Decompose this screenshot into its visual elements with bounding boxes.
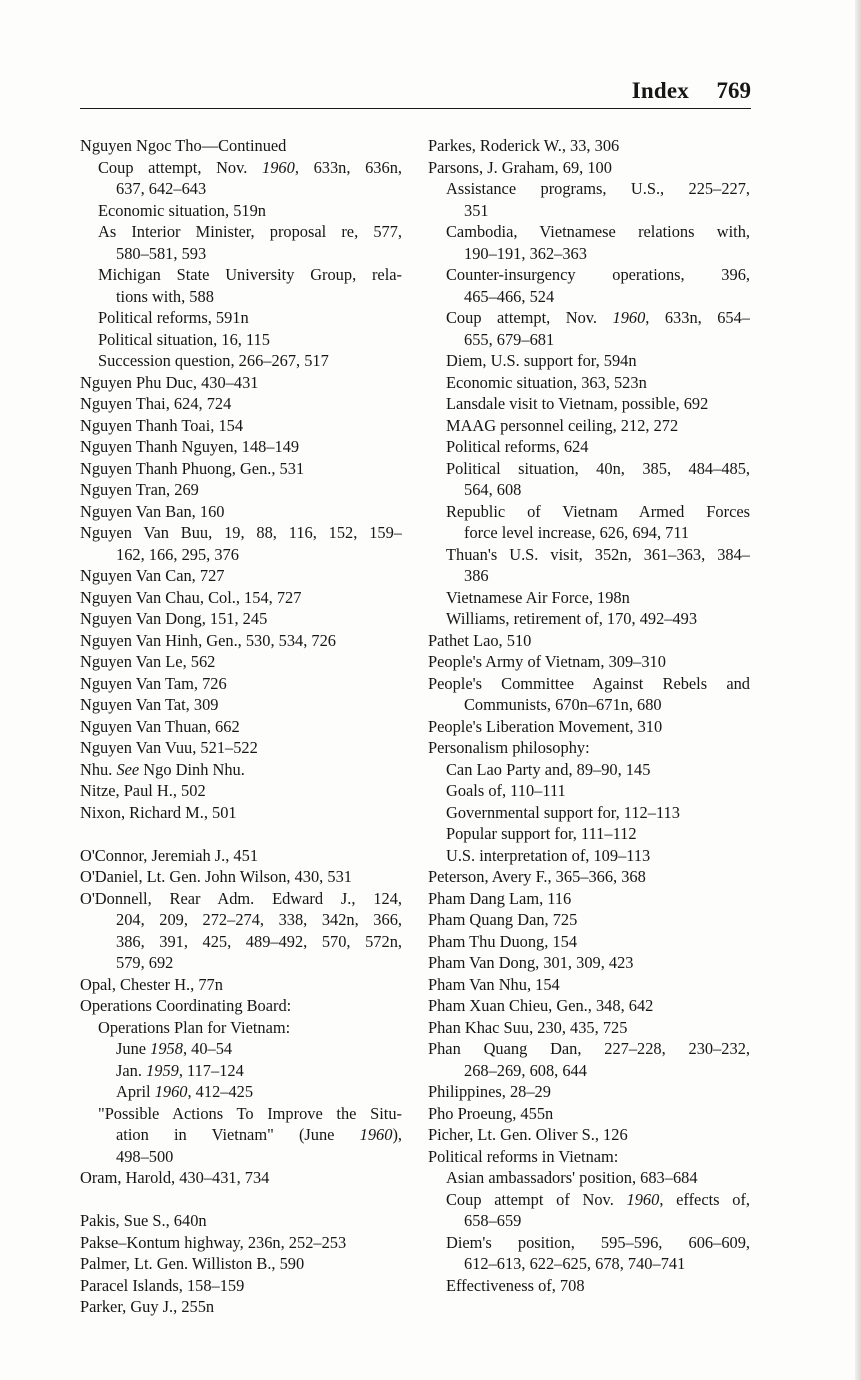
- index-subentry: As Interior Minister, proposal re, 577,: [98, 222, 402, 241]
- index-entry: Nguyen Van Le, 562: [80, 652, 216, 671]
- index-subentry: 498–500: [116, 1146, 174, 1166]
- index-entry: Peterson, Avery F., 365–366, 368: [428, 867, 646, 886]
- index-subentry: 564, 608: [464, 480, 522, 499]
- index-subentry: Coup attempt, Nov. 1960, 633n, 636n,: [98, 157, 402, 177]
- index-subentry: Operations Plan for Vietnam:: [98, 1017, 291, 1037]
- index-subentry: Counter-insurgency operations, 396,: [446, 265, 750, 284]
- index-entry: Nguyen Thanh Nguyen, 148–149: [80, 437, 300, 456]
- index-entry: Pathet Lao, 510: [428, 630, 532, 650]
- index-subentry: tions with, 588: [116, 286, 214, 306]
- index-subentry: 580–581, 593: [116, 243, 207, 263]
- index-subentry: Jan. 1959, 117–124: [116, 1060, 244, 1080]
- index-subentry: Lansdale visit to Vietnam, possible, 692: [446, 394, 709, 413]
- index-entry: Pham Dang Lam, 116: [428, 888, 572, 908]
- index-subentry: Williams, retirement of, 170, 492–493: [446, 609, 698, 628]
- index-entry: Nguyen Tran, 269: [80, 480, 199, 499]
- index-subentry: Michigan State University Group, rela-: [98, 265, 402, 284]
- index-subentry: 465–466, 524: [464, 286, 555, 306]
- index-entry: People's Committee Against Rebels and: [428, 673, 750, 693]
- index-subentry: 637, 642–643: [116, 179, 207, 198]
- page-edge-shadow: [855, 0, 861, 1380]
- index-subentry: Cambodia, Vietnamese relations with,: [446, 222, 750, 241]
- index-entry: Pakse–Kontum highway, 236n, 252–253: [80, 1232, 347, 1252]
- index-subentry: June 1958, 40–54: [116, 1039, 233, 1058]
- index-subentry: Coup attempt, Nov. 1960, 633n, 654–: [446, 308, 750, 327]
- index-subentry: 351: [464, 200, 489, 220]
- index-subentry: "Possible Actions To Improve the Situ-: [98, 1103, 402, 1123]
- index-subentry: Economic situation, 363, 523n: [446, 372, 647, 392]
- index-entry: Pakis, Sue S., 640n: [80, 1211, 207, 1230]
- index-entry: Nguyen Ngoc Tho—Continued: [80, 136, 287, 155]
- index-subentry: Vietnamese Air Force, 198n: [446, 587, 630, 607]
- index-entry: Nixon, Richard M., 501: [80, 802, 237, 822]
- index-entry: O'Connor, Jeremiah J., 451: [80, 845, 259, 865]
- index-entry: Nguyen Thanh Phuong, Gen., 531: [80, 458, 305, 478]
- index-entry: Pham Thu Duong, 154: [428, 931, 578, 951]
- index-entry: Nguyen Thanh Toai, 154: [80, 415, 244, 435]
- index-subentry: Assistance programs, U.S., 225–227,: [446, 179, 750, 198]
- index-subentry: 204, 209, 272–274, 338, 342n, 366,: [116, 910, 402, 929]
- index-subentry: 658–659: [464, 1211, 522, 1230]
- index-subentry: 579, 692: [116, 953, 174, 972]
- index-subentry: ation in Vietnam" (June 1960),: [116, 1125, 402, 1144]
- index-subentry: Political reforms, 624: [446, 437, 589, 456]
- index-entry: Palmer, Lt. Gen. Williston B., 590: [80, 1254, 305, 1273]
- index-subentry: Diem's position, 595–596, 606–609,: [446, 1232, 750, 1252]
- index-entry: Picher, Lt. Gen. Oliver S., 126: [428, 1125, 628, 1144]
- index-subentry: Political reforms, 591n: [98, 308, 249, 327]
- index-entry: Nguyen Van Chau, Col., 154, 727: [80, 587, 302, 607]
- section-gap: [80, 1189, 402, 1211]
- page-number: 769: [716, 78, 751, 103]
- index-entry: O'Daniel, Lt. Gen. John Wilson, 430, 531: [80, 867, 352, 886]
- index-entry: Nguyen Van Vuu, 521–522: [80, 738, 258, 757]
- index-entry: Nguyen Van Buu, 19, 88, 116, 152, 159–: [80, 523, 402, 542]
- index-subentry: 386, 391, 425, 489–492, 570, 572n,: [116, 931, 402, 951]
- index-entry: Paracel Islands, 158–159: [80, 1275, 245, 1295]
- index-subentry: Popular support for, 111–112: [446, 824, 637, 843]
- index-entry: Oram, Harold, 430–431, 734: [80, 1168, 270, 1187]
- index-entry: Parsons, J. Graham, 69, 100: [428, 157, 612, 177]
- index-entry: Parker, Guy J., 255n: [80, 1297, 215, 1316]
- index-subentry: Economic situation, 519n: [98, 200, 266, 220]
- index-subentry: 612–613, 622–625, 678, 740–741: [464, 1254, 686, 1273]
- index-subentry: 162, 166, 295, 376: [116, 544, 239, 564]
- index-entry: Nguyen Van Tam, 726: [80, 673, 227, 693]
- index-entry: Nguyen Van Tat, 309: [80, 695, 219, 714]
- index-entry: Nguyen Phu Duc, 430–431: [80, 372, 259, 392]
- index-entry: O'Donnell, Rear Adm. Edward J., 124,: [80, 888, 402, 908]
- index-subentry: 386: [464, 566, 489, 585]
- index-entry: Pham Quang Dan, 725: [428, 910, 578, 929]
- index-subentry: U.S. interpretation of, 109–113: [446, 845, 651, 865]
- index-entry: People's Liberation Movement, 310: [428, 716, 663, 736]
- index-entry: Pho Proeung, 455n: [428, 1103, 554, 1123]
- index-entry: Nguyen Van Hinh, Gen., 530, 534, 726: [80, 630, 337, 650]
- index-entry: Nguyen Thai, 624, 724: [80, 394, 232, 413]
- header-title: Index: [631, 78, 689, 103]
- index-entry: Operations Coordinating Board:: [80, 996, 292, 1015]
- index-subentry: Diem, U.S. support for, 594n: [446, 351, 637, 370]
- index-subentry: Political situation, 40n, 385, 484–485,: [446, 458, 750, 478]
- index-subentry: April 1960, 412–425: [116, 1082, 254, 1101]
- index-subentry: Coup attempt of Nov. 1960, effects of,: [446, 1189, 750, 1209]
- index-entry: Pham Van Dong, 301, 309, 423: [428, 953, 634, 972]
- index-subentry: Goals of, 110–111: [446, 781, 566, 800]
- index-entry: Nguyen Van Dong, 151, 245: [80, 609, 268, 628]
- index-column-left: [80, 135, 402, 1318]
- index-subentry: Republic of Vietnam Armed Forces: [446, 501, 750, 521]
- index-subentry: Can Lao Party and, 89–90, 145: [446, 759, 651, 779]
- index-subentry: Communists, 670n–671n, 680: [464, 695, 662, 714]
- running-header: [80, 80, 751, 109]
- index-entry: Nguyen Van Ban, 160: [80, 501, 225, 521]
- index-entry: Pham Xuan Chieu, Gen., 348, 642: [428, 996, 654, 1015]
- index-subentry: 655, 679–681: [464, 329, 555, 349]
- index-entry: Pham Van Nhu, 154: [428, 974, 560, 994]
- index-entry: Parkes, Roderick W., 33, 306: [428, 136, 620, 155]
- index-subentry: Asian ambassadors' position, 683–684: [446, 1168, 698, 1187]
- index-subentry: MAAG personnel ceiling, 212, 272: [446, 415, 679, 435]
- index-subentry: Succession question, 266–267, 517: [98, 351, 329, 370]
- index-entry: Nitze, Paul H., 502: [80, 781, 206, 800]
- index-entry: Opal, Chester H., 77n: [80, 974, 223, 994]
- index-entry: Phan Quang Dan, 227–228, 230–232,: [428, 1039, 750, 1058]
- index-entry: Philippines, 28–29: [428, 1082, 551, 1101]
- index-entry: Nguyen Van Can, 727: [80, 566, 225, 585]
- index-subentry: 190–191, 362–363: [464, 243, 587, 263]
- index-column-right: [428, 135, 750, 1296]
- index-entry: Nhu. See Ngo Dinh Nhu.: [80, 759, 245, 779]
- section-gap: [80, 823, 402, 845]
- index-subentry: Effectiveness of, 708: [446, 1275, 585, 1295]
- index-entry: People's Army of Vietnam, 309–310: [428, 652, 666, 671]
- index-entry: Personalism philosophy:: [428, 738, 590, 757]
- index-subentry: Governmental support for, 112–113: [446, 802, 680, 822]
- index-subentry: Thuan's U.S. visit, 352n, 361–363, 384–: [446, 544, 750, 564]
- index-subentry: Political situation, 16, 115: [98, 329, 270, 349]
- index-entry: Political reforms in Vietnam:: [428, 1146, 619, 1166]
- index-subentry: 268–269, 608, 644: [464, 1060, 587, 1080]
- index-subentry: force level increase, 626, 694, 711: [464, 523, 690, 542]
- index-entry: Phan Khac Suu, 230, 435, 725: [428, 1017, 628, 1037]
- index-entry: Nguyen Van Thuan, 662: [80, 716, 240, 736]
